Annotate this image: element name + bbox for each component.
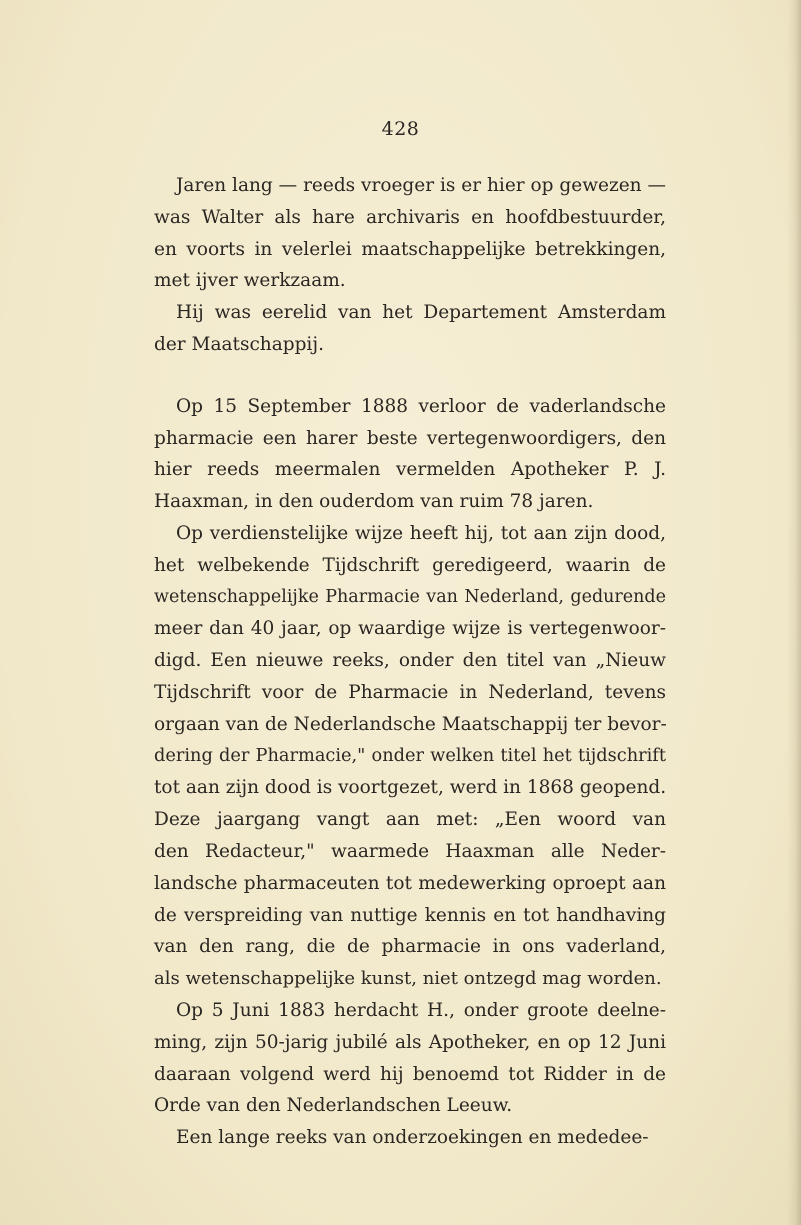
text-line: ming, zijn 50-jarig jubilé als Apotheker, en op 12 Juni: [154, 1031, 666, 1053]
text-line: landsche pharmaceuten tot medewerking oproept aan: [154, 872, 666, 894]
text-line: Op 5 Juni 1883 herdacht H., onder groote deelne-: [176, 999, 666, 1021]
text-line: meer dan 40 jaar, op waardige wijze is vertegenwoor-: [154, 618, 666, 640]
text-line: was Walter als hare archivaris en hoofdbestuurder,: [154, 206, 666, 228]
text-line: Orde van den Nederlandschen Leeuw.: [154, 1095, 513, 1117]
text-line: Haaxman, in den ouderdom van ruim 78 jaren.: [154, 491, 594, 513]
text-line: Jaren lang — reeds vroeger is er hier op gewezen —: [176, 175, 666, 196]
text-line: Op verdienstelijke wijze heeft hij, tot aan zijn dood,: [176, 522, 666, 544]
text-line: met ijver werkzaam.: [154, 270, 346, 292]
text-line: de verspreiding van nuttige kennis en tot handhaving: [154, 904, 666, 926]
body-text: [154, 170, 666, 1154]
paragraph-gap: [154, 361, 666, 391]
text-line: van den rang, die de pharmacie in ons vaderland,: [154, 936, 666, 958]
text-line: dering der Pharmacie," onder welken titel het tijdschrift: [154, 745, 666, 766]
text-line: Een lange reeks van onderzoekingen en mededee-: [176, 1127, 649, 1149]
text-line: Tijdschrift voor de Pharmacie in Nederland, tevens: [154, 681, 666, 703]
text-line: en voorts in velerlei maatschappelijke betrekkingen,: [154, 238, 666, 260]
page-number: 428: [381, 118, 420, 140]
text-line: als wetenschappelijke kunst, niet ontzegd mag worden.: [154, 968, 662, 990]
text-line: hier reeds meermalen vermelden Apotheker P. J.: [154, 459, 666, 481]
text-line: Hij was eerelid van het Departement Amsterdam: [176, 302, 666, 324]
page-edge-shadow: [787, 0, 801, 1225]
text-line: orgaan van de Nederlandsche Maatschappij ter bevor-: [154, 713, 667, 735]
text-line: den Redacteur," waarmede Haaxman alle Neder-: [154, 840, 666, 862]
text-line: daaraan volgend werd hij benoemd tot Ridder in de: [154, 1063, 666, 1085]
text-line: het welbekende Tijdschrift geredigeerd, waarin de: [154, 554, 666, 576]
text-line: tot aan zijn dood is voortgezet, werd in 1868 geopend.: [154, 777, 667, 799]
text-line: pharmacie een harer beste vertegenwoordigers, den: [154, 427, 666, 449]
text-line: Op 15 September 1888 verloor de vaderlandsche: [176, 395, 666, 417]
text-line: der Maatschappij.: [154, 333, 324, 355]
text-line: Deze jaargang vangt aan met: „Een woord van: [154, 809, 666, 831]
text-line: wetenschappelijke Pharmacie van Nederland, gedurende: [154, 586, 666, 607]
text-line: digd. Een nieuwe reeks, onder den titel van „Nieuw: [154, 650, 666, 672]
